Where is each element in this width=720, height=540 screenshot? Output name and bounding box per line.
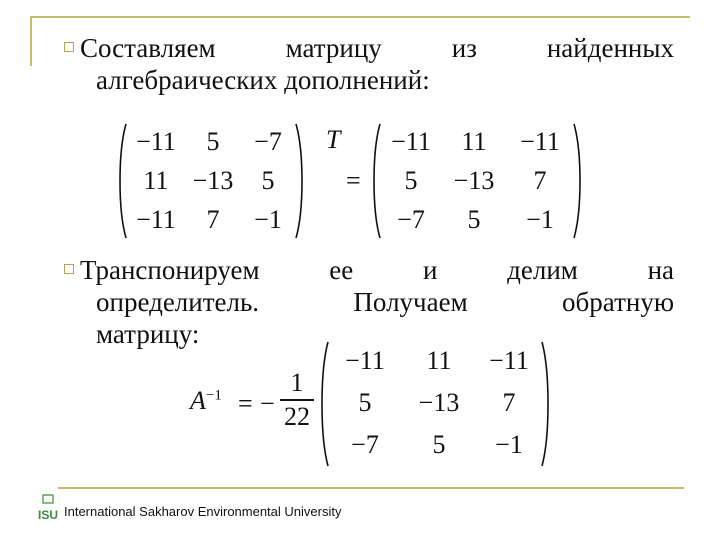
matrix-cell: 5: [261, 165, 275, 195]
matrix-cell: −1: [495, 430, 523, 459]
matrix-cell: −1: [526, 204, 554, 234]
frame-left-line: [30, 16, 32, 66]
matrix-cell: 5: [206, 126, 220, 156]
matrix-cell: −7: [351, 430, 379, 459]
matrix-grid: [382, 122, 572, 240]
paragraph-1: [80, 32, 674, 96]
left-paren: [318, 340, 330, 468]
word: обратную: [562, 287, 674, 317]
matrix-grid: [128, 122, 294, 240]
matrix-cell: 7: [533, 165, 547, 195]
matrix-cell: 11: [143, 165, 169, 195]
fraction-bar: [280, 399, 314, 401]
footer-divider: [58, 487, 684, 489]
word: определитель.: [96, 287, 260, 317]
word: и: [422, 255, 438, 285]
equals-sign: =: [238, 389, 253, 418]
word: из: [451, 33, 477, 63]
inverse-label: [190, 386, 222, 416]
matrix-cell: −11: [520, 126, 560, 156]
bullet-icon: [64, 264, 74, 274]
matrix-cell: −11: [136, 204, 176, 234]
word: найденных: [546, 33, 674, 63]
paragraph-2-line-3: матрицу:: [96, 319, 200, 349]
matrix-cell: 5: [432, 430, 446, 459]
matrix-cell: 11: [461, 126, 487, 156]
minus-sign: −: [260, 389, 275, 418]
word: ее: [329, 255, 354, 285]
inverse-exponent: −1: [205, 387, 222, 404]
matrix-cell: −13: [453, 165, 495, 195]
transposed-matrix: [370, 122, 584, 240]
right-paren: [294, 122, 306, 240]
matrix-cell: −13: [192, 165, 234, 195]
matrix-cell: −13: [418, 388, 460, 417]
paragraph-2: [80, 254, 674, 350]
matrix-cell: 7: [502, 388, 516, 417]
left-paren: [116, 122, 128, 240]
paragraph-1-line-1: [80, 32, 674, 64]
cofactor-matrix: [116, 122, 306, 240]
bullet-icon: [64, 42, 74, 52]
fraction-numerator: 1: [290, 368, 304, 397]
university-name: International Sakharov Environmental University: [64, 504, 342, 519]
matrix-cell: 7: [206, 204, 220, 234]
transpose-symbol: T: [326, 125, 341, 154]
logo-letters: ISU: [37, 508, 59, 522]
matrix-cell: −11: [489, 346, 529, 375]
fraction-denominator: 22: [284, 401, 310, 431]
fraction: [280, 368, 314, 432]
word: матрицу: [285, 33, 382, 63]
matrix-cell: −11: [345, 346, 385, 375]
paragraph-2-line-2: [80, 286, 674, 318]
matrix-cell: −11: [136, 126, 176, 156]
isu-logo-icon: [37, 493, 59, 523]
matrix-cell: −7: [397, 204, 425, 234]
matrix-cell: 5: [358, 388, 372, 417]
right-paren: [540, 340, 552, 468]
matrix-cell: 11: [426, 346, 452, 375]
word: Получаем: [353, 287, 468, 317]
matrix-grid: [330, 340, 540, 468]
right-paren: [572, 122, 584, 240]
matrix-cell: −1: [254, 204, 282, 234]
matrix-cell: 5: [467, 204, 481, 234]
inverse-matrix: [318, 340, 552, 468]
word: делим: [507, 255, 578, 285]
equals-sign: =: [346, 166, 361, 195]
left-paren: [370, 122, 382, 240]
word: Составляем: [80, 33, 216, 63]
paragraph-1-line-2: алгебраических дополнений:: [96, 65, 430, 95]
matrix-letter: A: [190, 386, 206, 415]
frame-top-line: [30, 16, 690, 18]
matrix-cell: −11: [391, 126, 431, 156]
paragraph-2-line-1: [80, 254, 674, 286]
word: на: [647, 255, 674, 285]
word: Транспонируем: [80, 255, 260, 285]
matrix-cell: −7: [254, 126, 282, 156]
matrix-cell: 5: [404, 165, 418, 195]
